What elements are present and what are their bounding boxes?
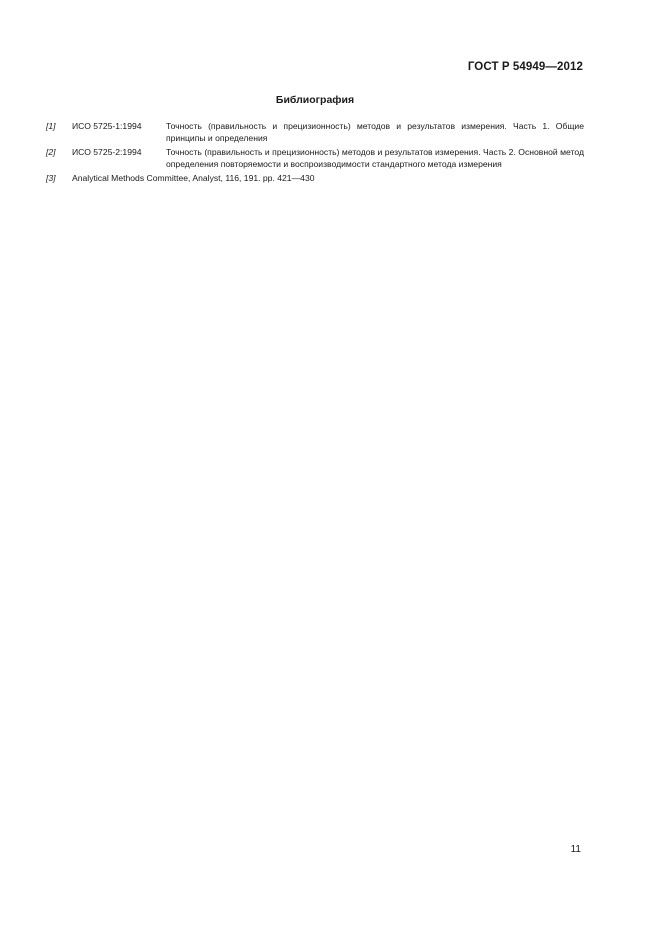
bibliography-list (46, 121, 584, 188)
entry-title: Точность (правильность и прецизионность) методов и результатов измерения. Часть 1. Общие принципы и определения (166, 121, 584, 143)
page-number: 11 (570, 844, 581, 855)
section-title: Библиография (275, 94, 355, 106)
entry-standard: ИСО 5725-1:1994 (72, 121, 142, 131)
entry-number: [2] (46, 147, 56, 158)
entry-title: Analytical Methods Committee, Analyst, 116, 191. pp. 421—430 (72, 173, 315, 184)
bibliography-entry (46, 147, 584, 170)
document-code: ГОСТ Р 54949—2012 (467, 61, 583, 73)
entry-number: [1] (46, 121, 56, 131)
entry-standard: ИСО 5725-2:1994 (72, 147, 142, 158)
bibliography-entry (46, 121, 584, 144)
entry-number: [3] (46, 173, 56, 184)
bibliography-entry (46, 173, 584, 185)
entry-title: Точность (правильность и прецизионность) методов и результатов измерения. Часть 2. Основной метод определения повторяемости и воспроизводимости стандартного метода измерения (166, 147, 584, 169)
